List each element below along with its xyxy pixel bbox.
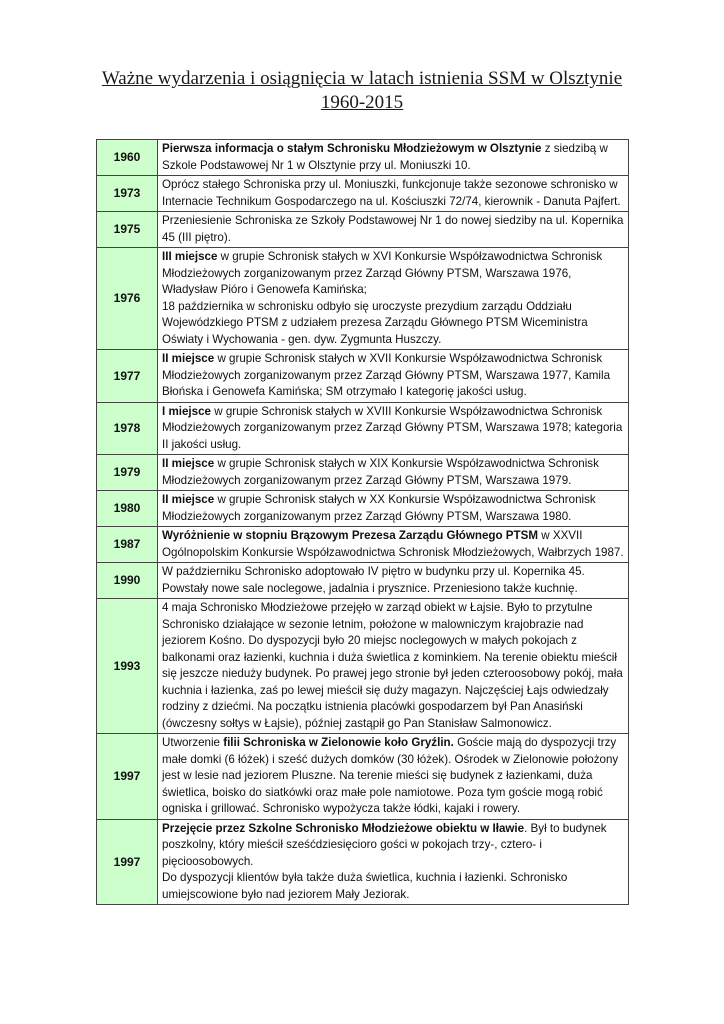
event-paragraph [162,177,625,210]
event-text: 4 maja Schronisko Młodzieżowe przejęło w zarząd obiekt w Łajsie. Było to przytulne Schronisko działające w sezonie letnim, położone w malowniczym krajobrazie nad jeziorem Kośno. Do dyspozycji było 20 miejsc noclegowych w małych pokojach z balkonami oraz łazienki, kuchnia i duża świetlica z kominkiem. Na terenie obiektu mieścił się jeszcze nieduży budynek. Po prawej jego stronie był jeden czteroosobowy pokój, mała kuchnia i łazienka, zaś po lewej mieścił się duży magazyn. Najczęściej Łajs odwiedzały rodziny z dziećmi. Na początku istnienia placówki gospodarzem był Pan Anasiński (ówczesny sołtys w Łajsie), później zastąpił go Pan Stanisław Salmonowicz. [162,601,623,730]
event-description [158,402,629,455]
event-year: 1997 [97,819,158,905]
event-highlight: Pierwsza informacja o stałym Schronisku Młodzieżowym w Olsztynie [162,142,542,155]
events-table [96,139,629,905]
event-description [158,455,629,491]
event-description [158,248,629,350]
table-row [97,491,629,527]
table-row [97,402,629,455]
table-row [97,734,629,820]
event-highlight: II miejsce [162,493,215,506]
title-line-2: 1960-2015 [320,92,404,113]
event-paragraph [162,528,625,561]
table-row [97,527,629,563]
event-paragraph [162,456,625,489]
event-highlight: III miejsce [162,250,218,263]
event-paragraph [162,404,625,454]
event-text: Goście mają do dyspozycji trzy małe domki (6 łóżek) i sześć dużych domków (30 łóżek). Ośrodek w Zielonowie położony jest w lesie nad jeziorem Pluszne. Na terenie mieści się budynek z łazienkami, duża świetlica, boisko do siatkówki oraz małe pole namiotowe. Poza tym goście mogą robić ogniska i grillować. Schronisko wypożycza także łódki, kajaki i rowery. [162,736,619,815]
event-description [158,563,629,599]
event-text: w grupie Schronisk stałych w XX Konkursie Współzawodnictwa Schronisk Młodzieżowych zorganizowanym przez Zarząd Główny PTSM, Warszawa 1980. [162,493,596,523]
event-year: 1960 [97,140,158,176]
events-table-body [97,140,629,905]
event-highlight: Przejęcie przez Szkolne Schronisko Młodzieżowe obiektu w Iławie [162,821,525,835]
table-row [97,176,629,212]
event-description [158,819,629,905]
event-description [158,212,629,248]
event-year: 1980 [97,491,158,527]
table-row [97,212,629,248]
event-text: w grupie Schronisk stałych w XVII Konkursie Współzawodnictwa Schronisk Młodzieżowych zorganizowanym przez Zarząd Główny PTSM, Warszawa 1977, Kamila Błońska i Genowefa Kamińska; SM otrzymało I kategorię jakości usług. [162,352,611,398]
event-text: 18 października w schronisku odbyło się uroczyste prezydium zarządu Oddziału Wojewódzkiego PTSM z udziałem prezesa Zarządu Głównego PTSM Wiceministra Oświaty i Wychowania - gen. dyw. Zygmunta Huszczy. [162,299,588,346]
event-paragraph [162,351,625,401]
event-text: Oprócz stałego Schroniska przy ul. Moniuszki, funkcjonuje także sezonowe schronisko w Internacie Technikum Gospodarczego na ul. Kościuszki 72/74, kierownik - Danuta Pajfert. [162,178,621,208]
event-paragraph [162,299,625,349]
event-paragraph [162,249,625,299]
event-year: 1979 [97,455,158,491]
page-title [60,67,664,115]
table-row [97,455,629,491]
event-text: w grupie Schronisk stałych w XIX Konkursie Współzawodnictwa Schronisk Młodzieżowych zorganizowanym przez Zarząd Główny PTSM, Warszawa 1979. [162,457,599,487]
event-text: w grupie Schronisk stałych w XVIII Konkursie Współzawodnictwa Schronisk Młodzieżowych zorganizowanym przez Zarząd Główny PTSM, Warszawa 1978; kategoria II jakości usług. [162,404,623,451]
event-year: 1976 [97,248,158,350]
event-year: 1973 [97,176,158,212]
event-text: z siedzibą w Szkole Podstawowej Nr 1 w Olsztynie przy ul. Moniuszki 10. [162,142,608,172]
table-row [97,819,629,905]
event-year: 1997 [97,734,158,820]
event-description [158,140,629,176]
event-year: 1978 [97,402,158,455]
event-highlight: I miejsce [162,404,211,418]
event-paragraph [162,870,625,903]
event-text: w grupie Schronisk stałych w XVI Konkursie Współzawodnictwa Schronisk Młodzieżowych zorganizowanym przez Zarząd Główny PTSM, Warszawa 1976, Władysław Pióro i Genowefa Kamińska; [162,250,603,296]
event-text: Przeniesienie Schroniska ze Szkoły Podstawowej Nr 1 do nowej siedziby na ul. Kopernika 45 (III piętro). [162,214,624,244]
table-row [97,599,629,734]
event-paragraph [162,564,625,597]
event-year: 1990 [97,563,158,599]
event-year: 1993 [97,599,158,734]
event-text: w XXVII Ogólnopolskim Konkursie Współzawodnictwa Schronisk Młodzieżowych, Wałbrzych 1987. [162,529,624,559]
event-highlight: II miejsce [162,457,215,470]
table-row [97,140,629,176]
event-description [158,599,629,734]
event-year: 1975 [97,212,158,248]
event-description [158,527,629,563]
event-description [158,350,629,403]
event-text: Do dyspozycji klientów była także duża świetlica, kuchnia i łazienki. Schronisko umiejscowione było nad jeziorem Mały Jeziorak. [162,871,568,901]
event-text: W październiku Schronisko adoptowało IV piętro w budynku przy ul. Kopernika 45. Powstały nowe sale noclegowe, jadalnia i prysznice. Przeniesiono także kuchnię. [162,565,585,595]
event-paragraph [162,213,625,246]
table-row [97,248,629,350]
event-highlight: Wyróżnienie w stopniu Brązowym Prezesa Zarządu Głównego PTSM [162,529,539,542]
event-text: Utworzenie [162,736,224,749]
event-description [158,491,629,527]
event-description [158,176,629,212]
table-row [97,350,629,403]
event-text: . Był to budynek poszkolny, który mieścił sześćdziesięcioro gości w pokojach trzy-, cztero- i pięcioosobowych. [162,821,607,868]
event-paragraph [162,141,625,174]
event-paragraph [162,600,625,732]
event-description [158,734,629,820]
title-line-1: Ważne wydarzenia i osiągnięcia w latach istnienia SSM w Olsztynie [101,68,623,89]
event-year: 1977 [97,350,158,403]
event-paragraph [162,735,625,818]
table-row [97,563,629,599]
event-paragraph [162,821,625,871]
event-year: 1987 [97,527,158,563]
event-highlight: II miejsce [162,352,215,365]
event-paragraph [162,492,625,525]
event-highlight: filii Schroniska w Zielonowie koło Gryźlin. [223,736,454,749]
